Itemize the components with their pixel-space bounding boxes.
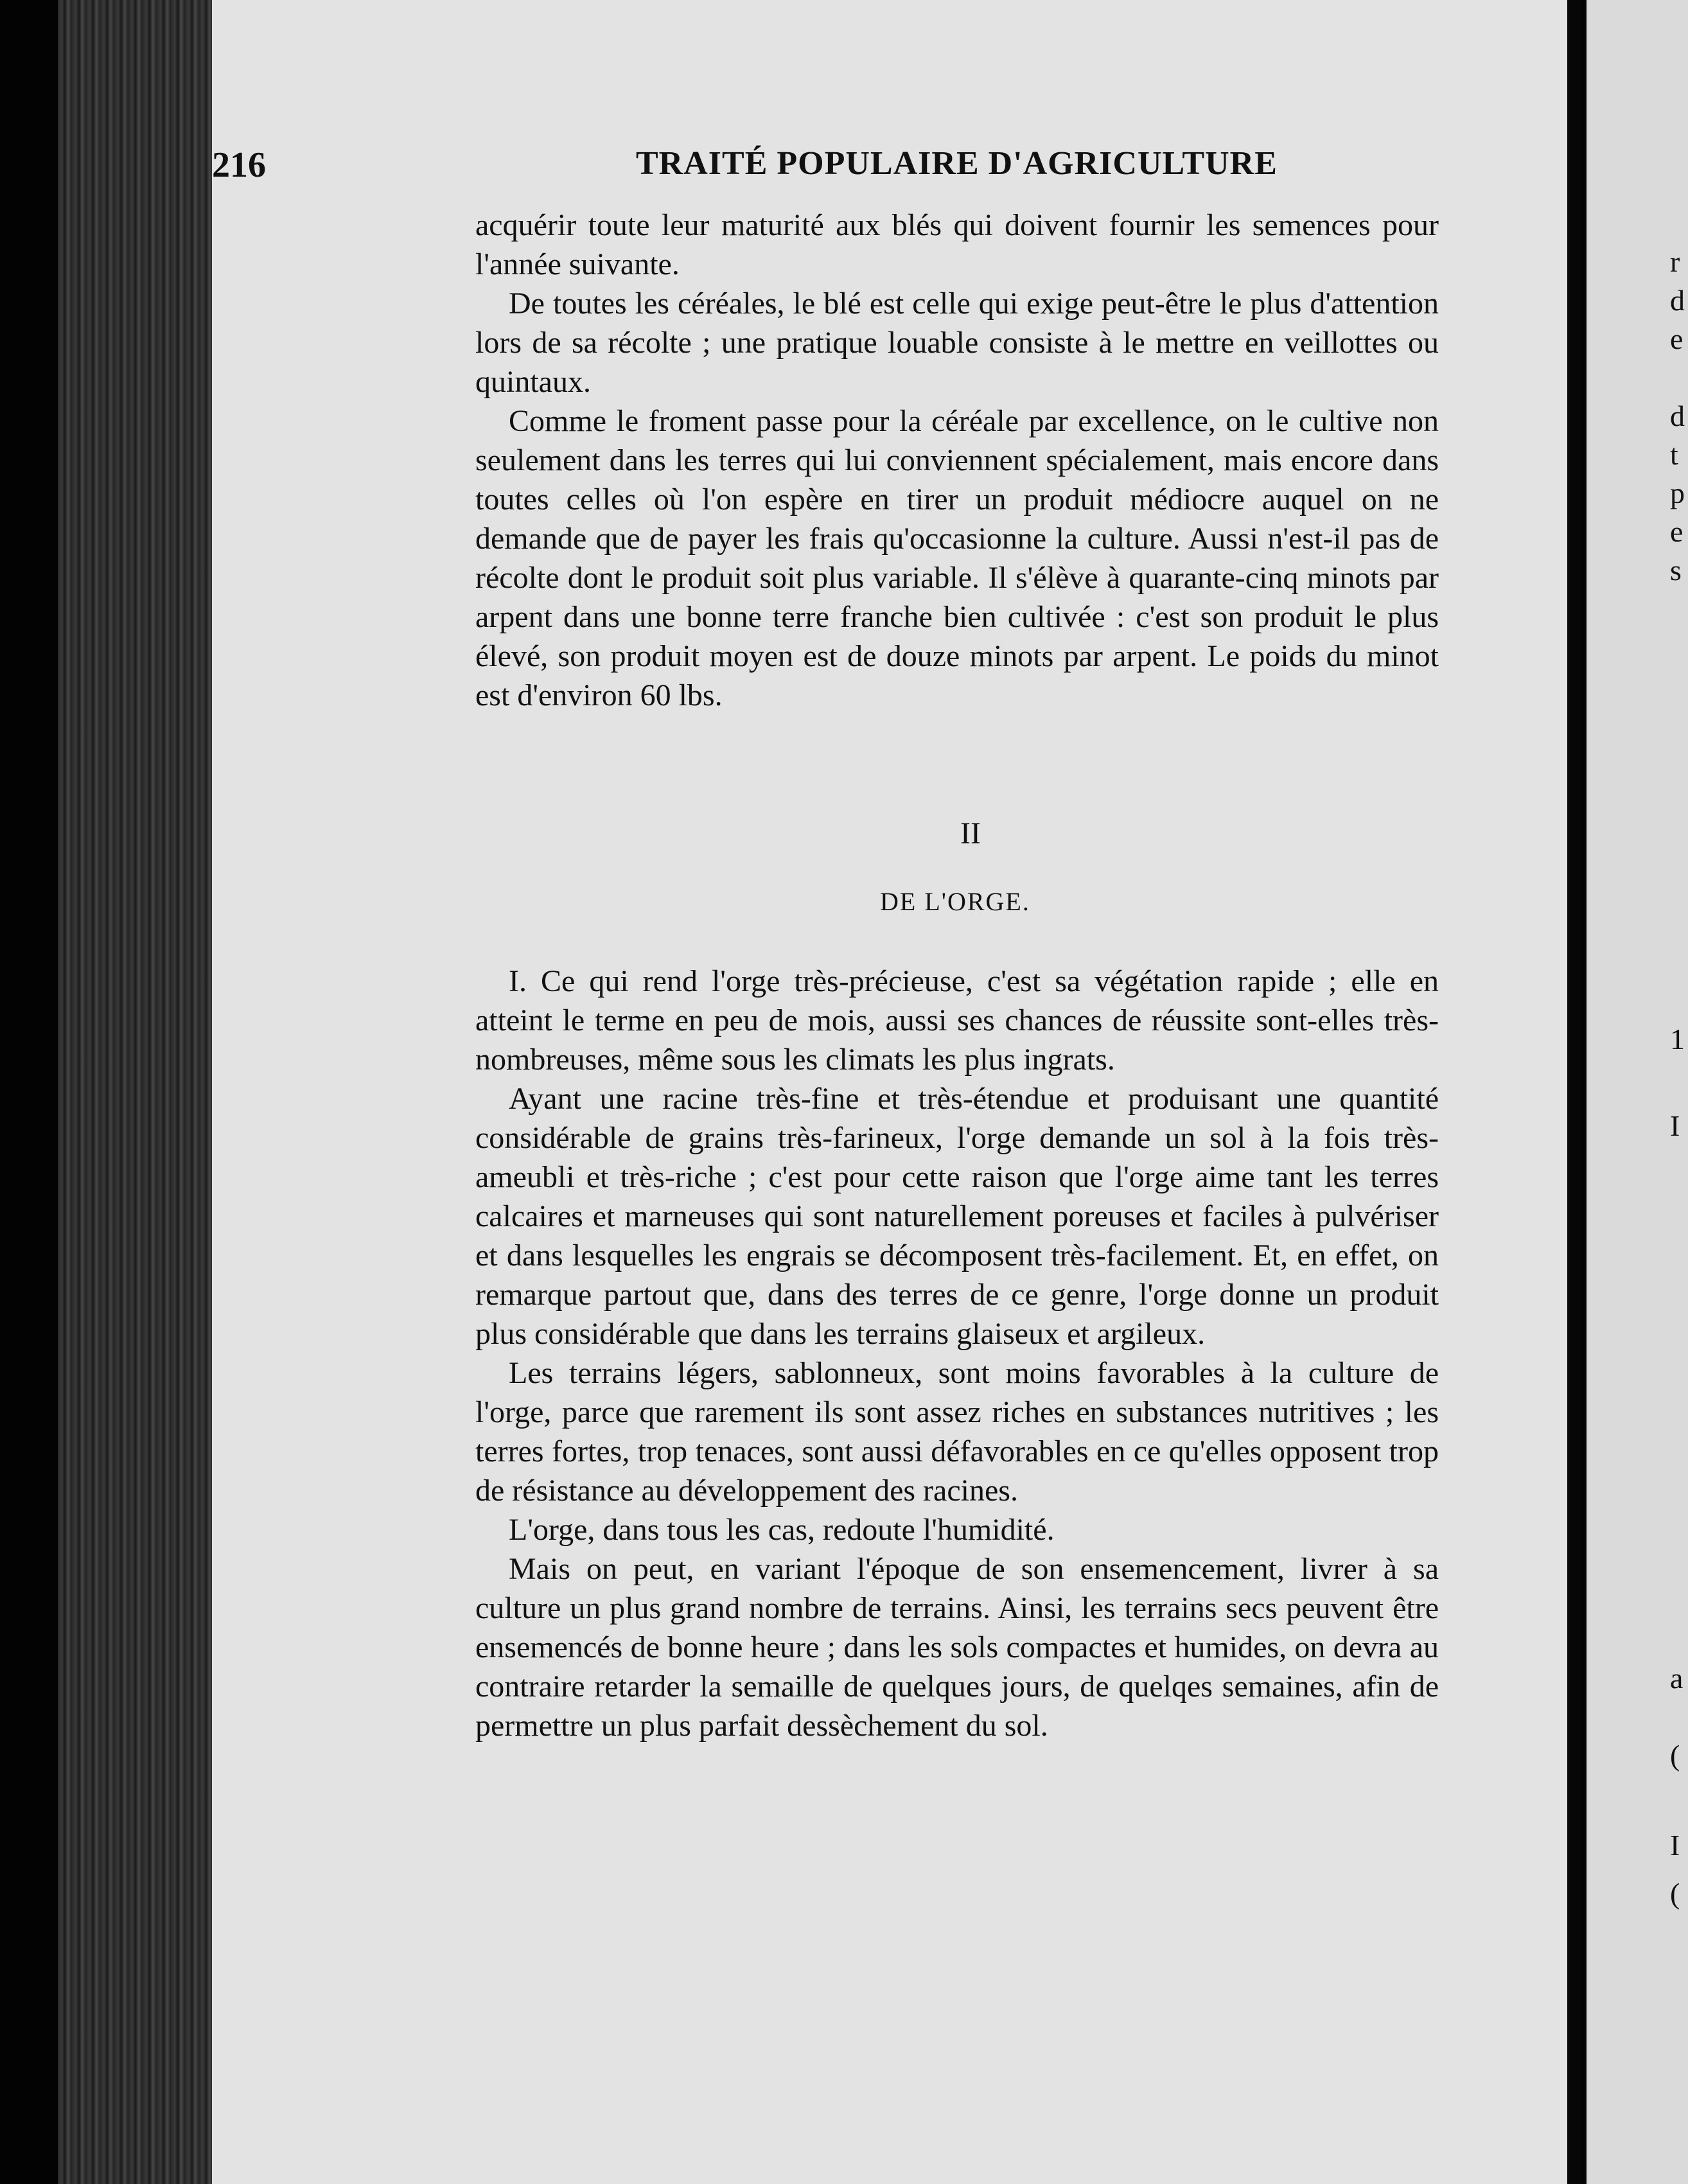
scan-left-edge bbox=[0, 0, 61, 2184]
adjacent-page-fragment: ( bbox=[1670, 1877, 1680, 1910]
paragraph: acquérir toute leur maturité aux blés qui doivent fournir les semences pour l'année suivante. bbox=[475, 208, 1439, 281]
running-head: TRAITÉ POPULAIRE D'AGRICULTURE bbox=[636, 145, 1278, 182]
paragraph: De toutes les céréales, le blé est celle qui exige peut-être le plus d'attention lors de sa récolte ; une pratique louable consiste à le mettre en veillottes ou quintaux. bbox=[475, 286, 1439, 399]
paragraph: I. Ce qui rend l'orge très-précieuse, c'est sa végétation rapide ; elle en atteint le terme en peu de mois, aussi ses chances de réussite sont-elles très-nombreuses, même sous les climats les plus ingrats. bbox=[475, 964, 1439, 1077]
adjacent-page-fragment: d bbox=[1670, 284, 1685, 317]
adjacent-page-fragment: 1 bbox=[1670, 1023, 1685, 1055]
adjacent-page-fragment: I bbox=[1670, 1109, 1680, 1142]
adjacent-page-fragment: I bbox=[1670, 1829, 1680, 1862]
body-text-section-1 bbox=[475, 206, 1439, 715]
adjacent-page-fragment: a bbox=[1670, 1662, 1684, 1695]
paragraph: Les terrains légers, sablonneux, sont moins favorables à la culture de l'orge, parce que rarement ils sont assez riches en substances nutritives ; les terres fortes, trop tenaces, sont aussi défavorables en ce qu'elles opposent trop de résistance au développement des racines. bbox=[475, 1356, 1439, 1508]
paragraph: L'orge, dans tous les cas, redoute l'humidité. bbox=[509, 1513, 1055, 1547]
paragraph: Comme le froment passe pour la céréale par excellence, on le cultive non seulement dans les terres qui lui conviennent spécialement, mais encore dans toutes celles où l'on espère en tirer un produit médiocre auquel on ne demande que de payer les frais qu'occasionne la culture. Aussi n'est-il pas de récolte dont le produit soit plus variable. Il s'élève à quarante-cinq minots par arpent dans une bonne terre franche bien cultivée : c'est son produit le plus élevé, son produit moyen est de douze minots par arpent. Le poids du minot est d'environ 60 lbs. bbox=[475, 404, 1439, 712]
adjacent-page-edge bbox=[1587, 0, 1688, 2184]
adjacent-page-fragment: s bbox=[1670, 554, 1682, 586]
section-title: DE L'ORGE. bbox=[880, 887, 1030, 916]
adjacent-page-fragment: t bbox=[1670, 438, 1678, 471]
page-number: 216 bbox=[212, 145, 266, 185]
paragraph: Ayant une racine très-fine et très-étendue et produisant une quantité considérable de grains très-farineux, l'orge demande un sol à la fois très-ameubli et très-riche ; c'est pour cette raison que l'orge aime tant les terres calcaires et marneuses qui sont naturellement poreuses et faciles à pulvériser et dans lesquelles les engrais se décomposent très-facilement. Et, en effet, on remarque partout que, dans des terres de ce genre, l'orge donne un produit plus considérable que dans les terrains glaiseux et argileux. bbox=[475, 1082, 1439, 1351]
paragraph: Mais on peut, en variant l'époque de son ensemencement, livrer à sa culture un plus grand nombre de terrains. Ainsi, les terrains secs peuvent être ensemencés de bonne heure ; dans les sols compactes et humides, on devra au contraire retarder la semaille de quelques jours, de quelqes semaines, afin de permettre un plus parfait dessèchement du sol. bbox=[475, 1552, 1439, 1743]
adjacent-page-fragment: e bbox=[1670, 515, 1684, 548]
adjacent-page-fragment: p bbox=[1670, 477, 1685, 509]
body-text-section-2 bbox=[475, 962, 1439, 1745]
section-numeral: II bbox=[960, 816, 981, 850]
adjacent-page-fragment: r bbox=[1670, 245, 1680, 278]
page-gutter bbox=[1567, 0, 1587, 2184]
adjacent-page-fragment: d bbox=[1670, 400, 1685, 432]
adjacent-page-fragment: ( bbox=[1670, 1739, 1680, 1772]
adjacent-page-fragment: e bbox=[1670, 322, 1684, 355]
page-binding-margin bbox=[58, 0, 212, 2184]
